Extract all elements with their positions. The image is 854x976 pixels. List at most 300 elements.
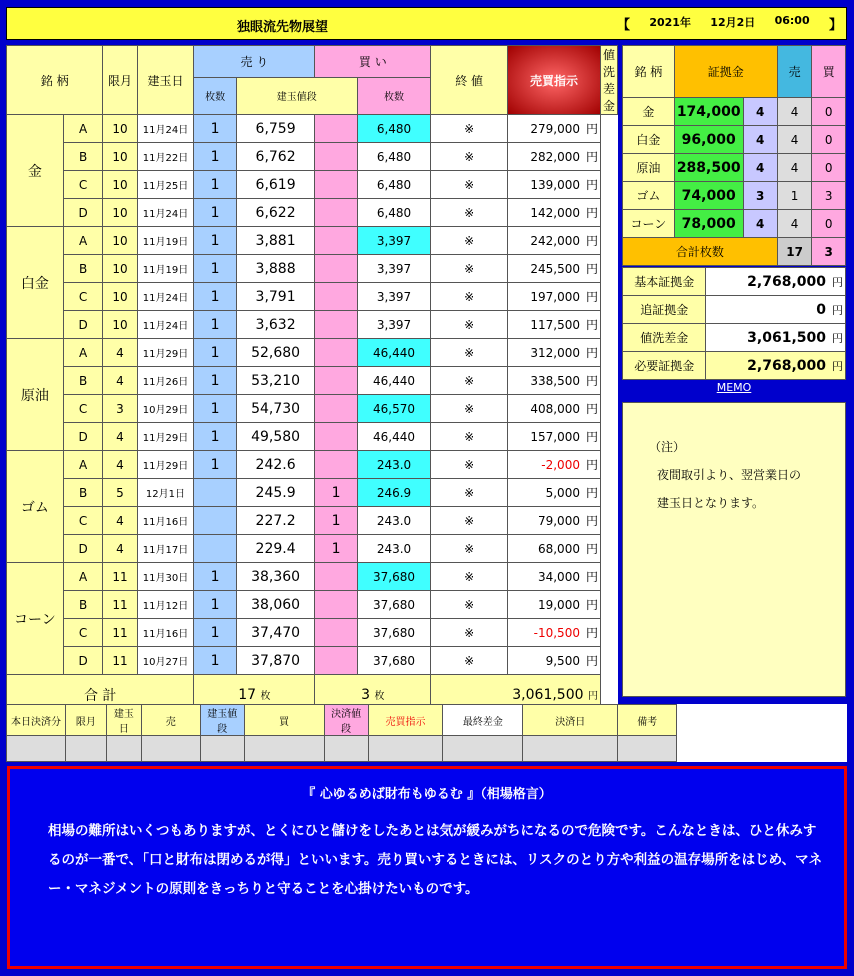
contract-letter: D xyxy=(63,311,103,339)
trade-instruction: ※ xyxy=(431,255,508,283)
trade-instruction: ※ xyxy=(431,479,508,507)
trade-instruction: ※ xyxy=(431,563,508,591)
settle-header-7: 売買指示 xyxy=(368,705,443,736)
entry-price: 3,888 xyxy=(236,255,315,283)
buy-count xyxy=(315,647,357,675)
entry-price: 37,470 xyxy=(236,619,315,647)
entry-price: 53,210 xyxy=(236,367,315,395)
total-buy-unit: 枚 xyxy=(374,691,385,702)
message-body: 相場の難所はいくつもありますが、とくにひと儲けをしたあとは気が緩みがちになるので危険です。こんなときは、ひと休みするのが一番で、「口と財布は閉めるが得」といいます。売り買いするときには、リスクのとり方や利益の温存場所をはじめ、マネー・マネジメントの原則をきっちりと守ることを心掛けたいものです。 xyxy=(48,823,823,897)
trade-instruction: ※ xyxy=(431,395,508,423)
entry-price: 6,622 xyxy=(236,199,315,227)
mtm-amount: 117,500 xyxy=(530,318,580,332)
memo-link[interactable]: MEMO xyxy=(716,381,752,394)
sell-count: 1 xyxy=(194,227,236,255)
mtm-amount: 408,000 xyxy=(530,402,580,416)
date-day: 12月2日 xyxy=(710,16,756,29)
total-sell-unit: 枚 xyxy=(260,691,271,702)
header-entry-price: 建玉値段 xyxy=(236,77,357,114)
margin-commodity: 原油 xyxy=(623,154,675,182)
margin-sell: 4 xyxy=(777,210,812,238)
sell-count xyxy=(194,507,236,535)
position-row xyxy=(7,283,618,311)
margin-amount: 78,000 xyxy=(674,210,743,238)
trade-instruction: ※ xyxy=(431,647,508,675)
settle-header-1: 限月 xyxy=(65,705,106,736)
contract-letter: B xyxy=(63,255,103,283)
total-label: 合 計 xyxy=(7,675,194,716)
mark-to-market-value xyxy=(508,479,601,507)
close-price: 3,397 xyxy=(357,311,430,339)
sell-count: 1 xyxy=(194,423,236,451)
contract-month: 4 xyxy=(103,367,137,395)
close-price: 37,680 xyxy=(357,563,430,591)
contract-month: 3 xyxy=(103,395,137,423)
entry-date: 11月16日 xyxy=(137,619,194,647)
buy-count xyxy=(315,339,357,367)
margin-row xyxy=(623,182,846,210)
contract-letter: B xyxy=(63,143,103,171)
summary-label: 必要証拠金 xyxy=(623,352,706,380)
sell-count: 1 xyxy=(194,619,236,647)
message-title: 『 心ゆるめば財布もゆるむ 』（相場格言） xyxy=(302,787,552,802)
total-sell-count: 17 xyxy=(238,687,257,703)
margin-header-meigara: 銘 柄 xyxy=(623,46,675,98)
margin-buy: 0 xyxy=(812,126,846,154)
position-row xyxy=(7,311,618,339)
yen-unit: 円 xyxy=(585,458,598,472)
mtm-amount: 282,000 xyxy=(530,150,580,164)
margin-amount: 96,000 xyxy=(674,126,743,154)
entry-date: 11月24日 xyxy=(137,311,194,339)
entry-price: 6,619 xyxy=(236,171,315,199)
margin-count: 4 xyxy=(743,126,777,154)
entry-price: 3,881 xyxy=(236,227,315,255)
buy-count xyxy=(315,227,357,255)
trade-instruction: ※ xyxy=(431,171,508,199)
contract-month: 4 xyxy=(103,423,137,451)
entry-price: 38,060 xyxy=(236,591,315,619)
trade-instruction: ※ xyxy=(431,199,508,227)
mark-to-market-value xyxy=(508,619,601,647)
contract-letter: D xyxy=(63,423,103,451)
position-row xyxy=(7,591,618,619)
contract-month: 11 xyxy=(103,591,137,619)
summary-label: 追証拠金 xyxy=(623,296,706,324)
header-sell-count: 枚数 xyxy=(194,77,236,114)
yen-unit: 円 xyxy=(585,318,598,332)
mark-to-market-value xyxy=(508,171,601,199)
margin-count: 4 xyxy=(743,210,777,238)
entry-price: 227.2 xyxy=(236,507,315,535)
position-row xyxy=(7,479,618,507)
contract-letter: D xyxy=(63,535,103,563)
summary-row xyxy=(623,296,846,324)
margin-table xyxy=(622,45,846,266)
mtm-amount: 312,000 xyxy=(530,346,580,360)
settlement-table xyxy=(6,704,847,762)
contract-month: 4 xyxy=(103,535,137,563)
bracket-close: 】 xyxy=(828,18,842,33)
settle-cell-7 xyxy=(368,736,443,762)
settle-cell-10 xyxy=(618,736,677,762)
margin-buy: 0 xyxy=(812,154,846,182)
date-display xyxy=(617,14,842,33)
entry-price: 6,762 xyxy=(236,143,315,171)
entry-date: 11月22日 xyxy=(137,143,194,171)
entry-date: 11月24日 xyxy=(137,283,194,311)
summary-value xyxy=(706,352,846,380)
margin-count: 4 xyxy=(743,98,777,126)
trade-instruction: ※ xyxy=(431,507,508,535)
summary-table xyxy=(622,267,846,380)
yen-unit: 円 xyxy=(585,262,598,276)
margin-count: 3 xyxy=(743,182,777,210)
trade-instruction: ※ xyxy=(431,423,508,451)
bracket-open: 【 xyxy=(617,18,631,33)
mark-to-market-value xyxy=(508,339,601,367)
contract-letter: C xyxy=(63,619,103,647)
position-row xyxy=(7,339,618,367)
contract-month: 11 xyxy=(103,563,137,591)
margin-header-buy: 買 xyxy=(812,46,846,98)
margin-amount: 174,000 xyxy=(674,98,743,126)
summary-amount: 0 xyxy=(816,301,826,318)
entry-date: 11月16日 xyxy=(137,507,194,535)
trade-instruction: ※ xyxy=(431,591,508,619)
mark-to-market-value xyxy=(508,423,601,451)
position-row xyxy=(7,143,618,171)
mtm-amount: 19,000 xyxy=(537,598,580,612)
close-price: 46,440 xyxy=(357,367,430,395)
header-tategyokubi: 建玉日 xyxy=(137,46,194,115)
yen-unit: 円 xyxy=(585,290,598,304)
contract-letter: A xyxy=(63,115,103,143)
settle-cell-2 xyxy=(106,736,141,762)
margin-commodity: ゴム xyxy=(623,182,675,210)
settle-cell-0 xyxy=(7,736,66,762)
close-price: 6,480 xyxy=(357,199,430,227)
trade-instruction: ※ xyxy=(431,227,508,255)
contract-letter: C xyxy=(63,171,103,199)
margin-commodity: 白金 xyxy=(623,126,675,154)
sell-count: 1 xyxy=(194,591,236,619)
summary-label: 基本証拠金 xyxy=(623,268,706,296)
contract-month: 4 xyxy=(103,507,137,535)
contract-month: 11 xyxy=(103,647,137,675)
sell-count: 1 xyxy=(194,115,236,143)
yen-unit: 円 xyxy=(832,275,843,289)
contract-letter: A xyxy=(63,339,103,367)
close-price: 243.0 xyxy=(357,507,430,535)
summary-value xyxy=(706,296,846,324)
entry-date: 11月12日 xyxy=(137,591,194,619)
settle-header-4: 建玉値段 xyxy=(200,705,244,736)
close-price: 37,680 xyxy=(357,647,430,675)
mark-to-market-value xyxy=(508,507,601,535)
settle-header-0: 本日決済分 xyxy=(7,705,66,736)
trade-instruction: ※ xyxy=(431,143,508,171)
sell-count: 1 xyxy=(194,395,236,423)
entry-price: 229.4 xyxy=(236,535,315,563)
close-price: 3,397 xyxy=(357,283,430,311)
mark-to-market-value xyxy=(508,283,601,311)
contract-month: 11 xyxy=(103,619,137,647)
mark-to-market-value xyxy=(508,563,601,591)
yen-unit: 円 xyxy=(832,359,843,373)
settle-cell-4 xyxy=(200,736,244,762)
mark-to-market-value xyxy=(508,591,601,619)
buy-count xyxy=(315,367,357,395)
commodity-name: ゴム xyxy=(7,451,64,563)
contract-letter: D xyxy=(63,647,103,675)
position-row xyxy=(7,367,618,395)
trade-instruction: ※ xyxy=(431,115,508,143)
summary-row xyxy=(623,268,846,296)
entry-date: 11月29日 xyxy=(137,451,194,479)
mtm-amount: 68,000 xyxy=(537,542,580,556)
settle-cell-8 xyxy=(443,736,523,762)
margin-header-sell: 売 xyxy=(777,46,812,98)
summary-label: 値洗差金 xyxy=(623,324,706,352)
mark-to-market-value xyxy=(508,199,601,227)
entry-date: 11月17日 xyxy=(137,535,194,563)
yen-unit: 円 xyxy=(585,514,598,528)
message-panel xyxy=(7,766,847,969)
entry-date: 11月24日 xyxy=(137,115,194,143)
buy-count xyxy=(315,395,357,423)
close-price: 37,680 xyxy=(357,591,430,619)
mark-to-market-value xyxy=(508,647,601,675)
yen-unit: 円 xyxy=(585,570,598,584)
entry-price: 242.6 xyxy=(236,451,315,479)
mtm-amount: 9,500 xyxy=(545,654,580,668)
buy-count xyxy=(315,451,357,479)
mtm-amount: 34,000 xyxy=(537,570,580,584)
close-price: 46,440 xyxy=(357,339,430,367)
mtm-amount: 142,000 xyxy=(530,206,580,220)
settle-header-10: 備考 xyxy=(618,705,677,736)
position-row xyxy=(7,535,618,563)
sell-count: 1 xyxy=(194,283,236,311)
buy-count xyxy=(315,199,357,227)
summary-row xyxy=(623,352,846,380)
mark-to-market-value xyxy=(508,367,601,395)
memo-box xyxy=(622,402,846,697)
mark-to-market-value xyxy=(508,395,601,423)
buy-count xyxy=(315,283,357,311)
summary-value xyxy=(706,268,846,296)
close-price: 246.9 xyxy=(357,479,430,507)
position-row xyxy=(7,255,618,283)
title-bar xyxy=(6,7,847,40)
mtm-amount: 79,000 xyxy=(537,514,580,528)
trade-instruction: ※ xyxy=(431,535,508,563)
margin-commodity: 金 xyxy=(623,98,675,126)
yen-unit: 円 xyxy=(585,542,598,556)
position-row xyxy=(7,115,618,143)
margin-total-buy: 3 xyxy=(812,238,846,266)
margin-header-shokokin: 証拠金 xyxy=(674,46,777,98)
mtm-amount: 242,000 xyxy=(530,234,580,248)
contract-letter: B xyxy=(63,367,103,395)
yen-unit: 円 xyxy=(585,374,598,388)
entry-price: 3,791 xyxy=(236,283,315,311)
mtm-amount: 5,000 xyxy=(545,486,580,500)
close-price: 37,680 xyxy=(357,619,430,647)
close-price: 46,570 xyxy=(357,395,430,423)
mark-to-market-value xyxy=(508,255,601,283)
margin-row xyxy=(623,126,846,154)
header-close-price: 終 値 xyxy=(431,46,508,115)
yen-unit: 円 xyxy=(832,303,843,317)
settle-cell-9 xyxy=(523,736,618,762)
entry-date: 11月24日 xyxy=(137,199,194,227)
mtm-amount: 338,500 xyxy=(530,374,580,388)
yen-unit: 円 xyxy=(585,150,598,164)
header-gengetsu: 限月 xyxy=(103,46,137,115)
entry-price: 3,632 xyxy=(236,311,315,339)
entry-date: 11月25日 xyxy=(137,171,194,199)
settle-header-6: 決済値段 xyxy=(324,705,368,736)
entry-date: 11月19日 xyxy=(137,227,194,255)
contract-month: 10 xyxy=(103,227,137,255)
buy-count xyxy=(315,255,357,283)
memo-line-2: 夜間取引より、翌営業日の xyxy=(657,468,802,482)
yen-unit: 円 xyxy=(585,346,598,360)
mtm-amount: 139,000 xyxy=(530,178,580,192)
yen-unit: 円 xyxy=(585,598,598,612)
buy-count xyxy=(315,143,357,171)
buy-count xyxy=(315,311,357,339)
page-title: 独眼流先物展望 xyxy=(237,20,329,35)
summary-amount: 2,768,000 xyxy=(747,357,826,374)
close-price: 6,480 xyxy=(357,143,430,171)
margin-buy: 0 xyxy=(812,210,846,238)
position-row xyxy=(7,451,618,479)
summary-amount: 2,768,000 xyxy=(747,273,826,290)
header-buy: 買 い xyxy=(315,46,431,78)
entry-price: 38,360 xyxy=(236,563,315,591)
sell-count: 1 xyxy=(194,143,236,171)
contract-letter: C xyxy=(63,395,103,423)
contract-letter: D xyxy=(63,199,103,227)
mtm-amount: 245,500 xyxy=(530,262,580,276)
contract-letter: A xyxy=(63,227,103,255)
trade-instruction: ※ xyxy=(431,367,508,395)
margin-row xyxy=(623,210,846,238)
memo-line-1: （注） xyxy=(649,440,686,454)
contract-month: 10 xyxy=(103,283,137,311)
close-price: 3,397 xyxy=(357,255,430,283)
contract-letter: A xyxy=(63,563,103,591)
settle-cell-1 xyxy=(65,736,106,762)
position-row xyxy=(7,507,618,535)
mtm-amount: 157,000 xyxy=(530,430,580,444)
position-row xyxy=(7,199,618,227)
entry-date: 10月29日 xyxy=(137,395,194,423)
settle-cell-5 xyxy=(244,736,324,762)
header-trade-instruction: 売買指示 xyxy=(508,46,601,115)
buy-count: 1 xyxy=(315,535,357,563)
position-row xyxy=(7,171,618,199)
trade-instruction: ※ xyxy=(431,339,508,367)
mark-to-market-value xyxy=(508,311,601,339)
sell-count: 1 xyxy=(194,199,236,227)
close-price: 6,480 xyxy=(357,115,430,143)
yen-unit: 円 xyxy=(585,626,598,640)
sell-count: 1 xyxy=(194,171,236,199)
settle-cell-6 xyxy=(324,736,368,762)
sell-count xyxy=(194,535,236,563)
commodity-name: 原油 xyxy=(7,339,64,451)
settle-header-9: 決済日 xyxy=(523,705,618,736)
margin-sell: 1 xyxy=(777,182,812,210)
settle-header-2: 建玉日 xyxy=(106,705,141,736)
close-price: 243.0 xyxy=(357,451,430,479)
entry-price: 49,580 xyxy=(236,423,315,451)
memo-line-3: 建玉日となります。 xyxy=(657,496,765,510)
sell-count: 1 xyxy=(194,367,236,395)
contract-month: 10 xyxy=(103,171,137,199)
contract-month: 4 xyxy=(103,451,137,479)
entry-date: 12月1日 xyxy=(137,479,194,507)
contract-letter: C xyxy=(63,507,103,535)
yen-unit: 円 xyxy=(585,486,598,500)
margin-count: 4 xyxy=(743,154,777,182)
yen-unit: 円 xyxy=(832,331,843,345)
contract-letter: C xyxy=(63,283,103,311)
contract-letter: B xyxy=(63,591,103,619)
buy-count xyxy=(315,619,357,647)
entry-price: 52,680 xyxy=(236,339,315,367)
contract-month: 10 xyxy=(103,255,137,283)
position-row xyxy=(7,563,618,591)
close-price: 3,397 xyxy=(357,227,430,255)
close-price: 46,440 xyxy=(357,423,430,451)
total-amount-value: 3,061,500 xyxy=(512,687,584,703)
trade-instruction: ※ xyxy=(431,311,508,339)
date-year: 2021年 xyxy=(649,16,691,29)
buy-count xyxy=(315,423,357,451)
margin-total-sell: 17 xyxy=(777,238,812,266)
summary-amount: 3,061,500 xyxy=(747,329,826,346)
entry-date: 11月19日 xyxy=(137,255,194,283)
contract-letter: A xyxy=(63,451,103,479)
contract-month: 10 xyxy=(103,115,137,143)
entry-date: 11月29日 xyxy=(137,339,194,367)
margin-amount: 288,500 xyxy=(674,154,743,182)
date-time: 06:00 xyxy=(774,14,810,27)
margin-sell: 4 xyxy=(777,154,812,182)
summary-value xyxy=(706,324,846,352)
buy-count: 1 xyxy=(315,479,357,507)
buy-count xyxy=(315,115,357,143)
position-row xyxy=(7,227,618,255)
position-row xyxy=(7,647,618,675)
sell-count: 1 xyxy=(194,311,236,339)
header-meigara: 銘 柄 xyxy=(7,46,103,115)
margin-row xyxy=(623,154,846,182)
entry-price: 6,759 xyxy=(236,115,315,143)
position-row xyxy=(7,395,618,423)
close-price: 6,480 xyxy=(357,171,430,199)
yen-unit: 円 xyxy=(585,122,598,136)
sell-count xyxy=(194,479,236,507)
yen-unit: 円 xyxy=(585,654,598,668)
position-row xyxy=(7,423,618,451)
positions-table xyxy=(6,45,618,716)
